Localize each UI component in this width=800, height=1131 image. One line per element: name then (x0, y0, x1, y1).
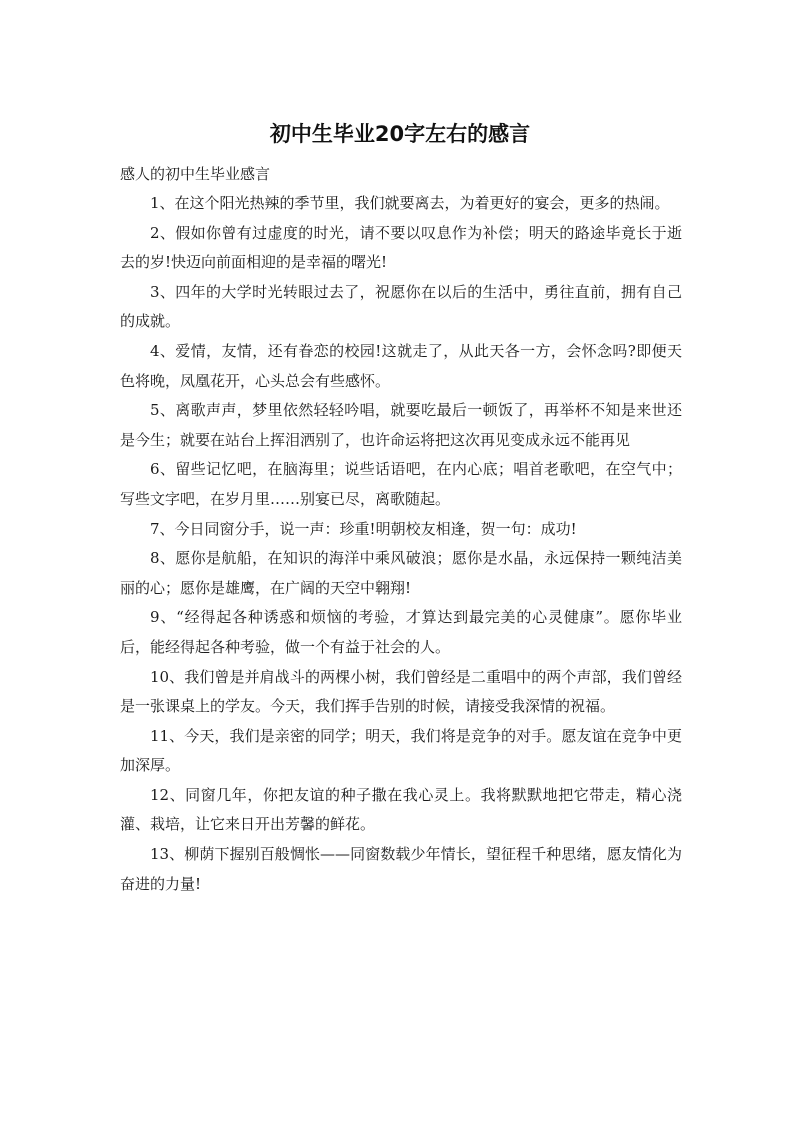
paragraph-10: 10、我们曾是并肩战斗的两棵小树，我们曾经是二重唱中的两个声部，我们曾经是一张课桌上的学友。今天，我们挥手告别的时候，请接受我深情的祝福。 (120, 667, 682, 716)
paragraph-9: 9、“经得起各种诱惑和烦恼的考验，才算达到最完美的心灵健康”。愿你毕业后，能经得起各种考验，做一个有益于社会的人。 (120, 608, 682, 656)
paragraph-5: 5、离歌声声，梦里依然轻轻吟唱，就要吃最后一顿饭了，再举杯不知是来世还是今生；就要在站台上挥泪洒别了，也许命运将把这次再见变成永远不能再见 (120, 401, 682, 449)
paragraph-4: 4、爱情，友情，还有眷恋的校园!这就走了，从此天各一方，会怀念吗?即便天色将晚，凤凰花开，心头总会有些感怀。 (120, 341, 682, 390)
paragraph-2: 2、假如你曾有过虚度的时光，请不要以叹息作为补偿；明天的路途毕竟长于逝去的岁!快迈向前面相迎的是幸福的曙光! (120, 223, 682, 272)
paragraph-1: 1、在这个阳光热辣的季节里，我们就要离去，为着更好的宴会，更多的热闹。 (150, 194, 670, 212)
paragraph-11: 11、今天，我们是亲密的同学；明天，我们将是竞争的对手。愿友谊在竞争中更加深厚。 (120, 726, 682, 775)
paragraph-6: 6、留些记忆吧，在脑海里；说些话语吧，在内心底；唱首老歌吧，在空气中；写些文字吧，在岁月里……别宴已尽，离歌随起。 (120, 460, 682, 508)
document-body (120, 160, 682, 899)
paragraph-12: 12、同窗几年，你把友谊的种子撒在我心灵上。我将默默地把它带走，精心浇灌、栽培，让它来日开出芳馨的鲜花。 (120, 785, 682, 834)
document-title: 初中生毕业20字左右的感言 (269, 122, 531, 146)
paragraph-13: 13、柳荫下握别百般惆怅——同窗数载少年情长，望征程千种思绪，愿友情化为奋进的力量! (120, 845, 682, 893)
paragraph-8: 8、愿你是航船，在知识的海洋中乘风破浪；愿你是水晶，永远保持一颗纯洁美丽的心；愿你是雄鹰，在广阔的天空中翱翔! (120, 549, 682, 597)
document-subtitle: 感人的初中生毕业感言 (120, 165, 271, 183)
paragraph-3: 3、四年的大学时光转眼过去了，祝愿你在以后的生活中，勇往直前，拥有自己的成就。 (120, 282, 682, 331)
paragraph-7: 7、今日同窗分手，说一声：珍重!明朝校友相逢，贺一句：成功! (150, 519, 577, 538)
